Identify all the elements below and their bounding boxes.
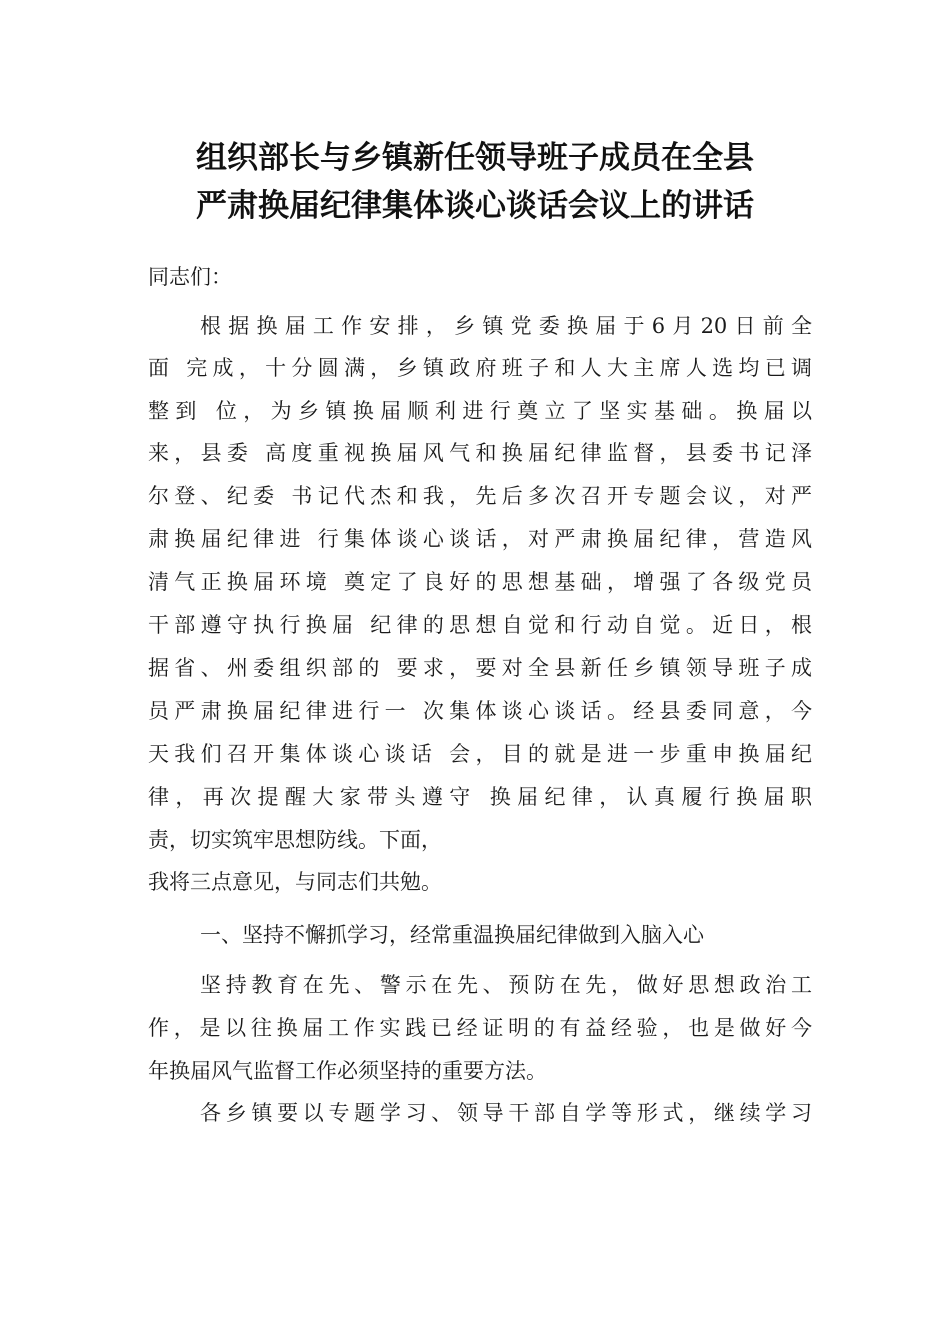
paragraph-1-line: 干部遵守执行换届 纪律的思想自觉和行动自觉。近日，根 [148,613,812,637]
paragraph-1-line: 据省、州委组织部的 要求，要对全县新任乡镇领导班子成 [148,656,812,680]
document-title-line-2: 严肃换届纪律集体谈心谈话会议上的讲话 [196,188,754,224]
paragraph-1-line: 来，县委 高度重视换届风气和换届纪律监督，县委书记泽 [148,441,812,465]
paragraph-1-line: 根据换届工作安排，乡镇党委换届于6月20日前全 [200,314,812,338]
paragraph-1-line: 员严肃换届纪律进行一 次集体谈心谈话。经县委同意，今 [148,699,812,723]
paragraph-1-line: 清气正换届环境 奠定了良好的思想基础，增强了各级党员 [148,570,812,594]
document-title-line-1: 组织部长与乡镇新任领导班子成员在全县 [196,140,754,176]
paragraph-1-line: 肃换届纪律进 行集体谈心谈话，对严肃换届纪律，营造风 [148,527,812,551]
paragraph-1-line: 尔登、纪委 书记代杰和我，先后多次召开专题会议，对严 [148,484,812,508]
paragraph-2-line: 作，是以往换届工作实践已经证明的有益经验，也是做好今 [148,1016,812,1040]
paragraph-1-line: 律，再次提醒大家带头遵守 换届纪律，认真履行换届职 [148,785,812,809]
paragraph-2-line: 坚持教育在先、警示在先、预防在先，做好思想政治工 [200,973,812,997]
paragraph-1-line: 我将三点意见，与同志们共勉。 [148,870,442,894]
paragraph-1-line: 责，切实筑牢思想防线。下面， [148,828,442,852]
salutation: 同志们： [148,265,232,289]
section-heading-1: 一、坚持不懈抓学习，经常重温换届纪律做到入脑入心 [200,923,704,947]
paragraph-1-line: 面 完成，十分圆满，乡镇政府班子和人大主席人选均已调 [148,356,812,380]
paragraph-1-line: 天我们召开集体谈心谈话 会，目的就是进一步重申换届纪 [148,742,812,766]
paragraph-2-line: 年换届风气监督工作必须坚持的重要方法。 [148,1059,547,1083]
paragraph-3-line: 各乡镇要以专题学习、领导干部自学等形式，继续学习 [200,1101,812,1125]
paragraph-1-line: 整到 位，为乡镇换届顺利进行奠立了坚实基础。换届以 [148,399,812,423]
